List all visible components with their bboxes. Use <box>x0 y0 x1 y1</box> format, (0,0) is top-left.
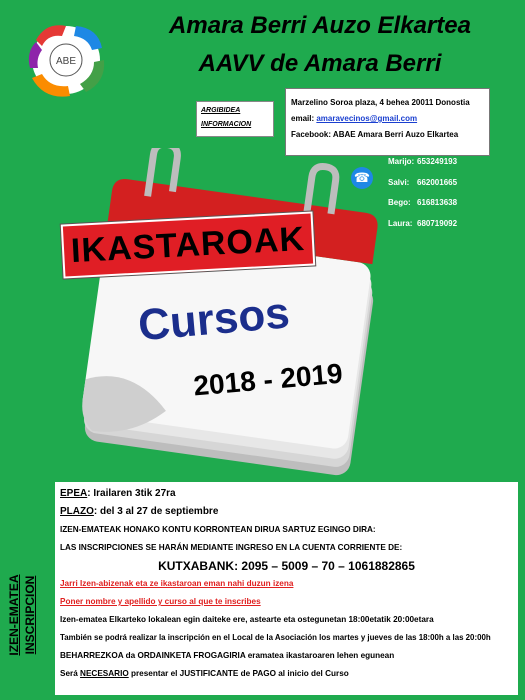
epea-line: EPEA: Irailaren 3tik 27ra <box>60 488 176 499</box>
info-label-spanish: INFORMACION <box>201 121 252 128</box>
bank-account: KUTXABANK: 2095 – 5009 – 70 – 1061882865 <box>158 559 415 573</box>
info-box <box>196 101 274 137</box>
phone-row: Marijo: 653249193 <box>388 157 458 166</box>
banner-text: IKASTAROAK <box>70 219 306 270</box>
title-line-2: AAVV de Amara Berri <box>198 50 442 77</box>
contact-facebook: Facebook: ABAE Amara Berri Auzo Elkartea <box>291 130 459 139</box>
side-label-spanish: INSCRIPCION <box>23 575 37 655</box>
receipt-line-basque: BEHARREZKOA da ORDAINKETA FROGAGIRIA eramatea ikastaroaren lehen egunean <box>60 651 395 660</box>
title-line-1: Amara Berri Auzo Elkartea <box>169 12 471 39</box>
side-label-basque: IZEN-EMATEA <box>7 574 21 656</box>
phone-list <box>388 152 457 234</box>
phone-icon: ☎ <box>351 167 373 189</box>
info-line-spanish: LAS INSCRIPCIONES SE HARÁN MEDIANTE INGRESO EN LA CUENTA CORRIENTE DE: <box>60 543 403 552</box>
phone-row: Laura: 680719092 <box>388 218 458 228</box>
calendar-years: 2018 - 2019 <box>192 357 344 402</box>
receipt-line-spanish: Será NECESARIO presentar el JUSTIFICANTE de PAGO al inicio del Curso <box>60 669 349 678</box>
contact-address: Marzelino Soroa plaza, 4 behea 20011 Donostia <box>291 98 470 107</box>
plazo-line: PLAZO: del 3 al 27 de septiembre <box>60 506 219 517</box>
note-spanish: Poner nombre y apellido y curso al que te inscribes <box>60 597 261 606</box>
email-link[interactable]: amaravecinos@gmail.com <box>316 114 418 123</box>
info-line-basque: IZEN-EMATEAK HONAKO KONTU KORRONTEAN DIRUA SARTUZ EGINGO DIRA: <box>60 525 376 534</box>
email-label: email: <box>291 114 315 123</box>
note-basque: Jarri Izen-abizenak eta ze ikastaroan eman nahi duzun izena <box>60 579 294 588</box>
details-panel <box>55 482 518 695</box>
logo-text: ABE <box>55 56 77 67</box>
contact-email-row <box>291 111 484 127</box>
phone-row: Bego: 616813638 <box>388 198 458 207</box>
local-line-spanish: También se podrá realizar la inscripción en el Local de la Asociación los martes y jueves de las 18:00h a las 20:00h <box>60 633 491 642</box>
side-label <box>6 535 38 695</box>
info-label-basque: ARGIBIDEA <box>201 107 241 114</box>
contact-box <box>285 88 490 156</box>
calendar-illustration <box>58 148 388 478</box>
phone-row: Salvi: 662001665 <box>388 177 458 187</box>
calendar-word: Cursos <box>136 288 292 351</box>
local-line-basque: Izen-ematea Elkarteko lokalean egin daiteke ere, astearte eta ostegunetan 18:00etatik 20:00etara <box>60 615 434 624</box>
logo <box>14 20 118 102</box>
